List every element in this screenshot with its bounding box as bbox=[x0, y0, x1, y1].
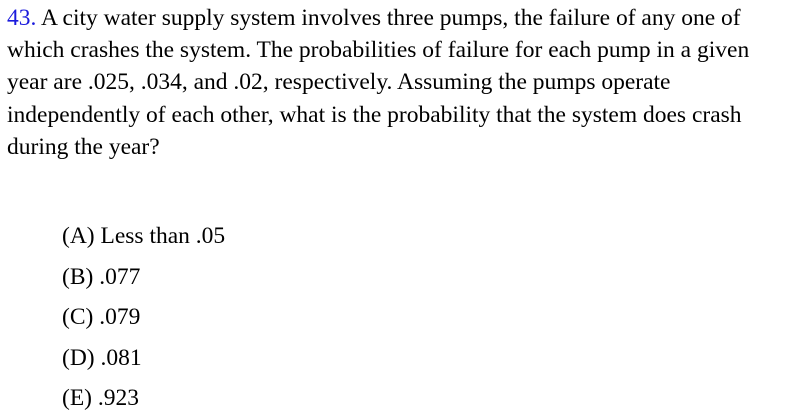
option-a-label: (A) bbox=[62, 223, 95, 249]
option-c bbox=[62, 297, 225, 338]
option-c-text: .079 bbox=[99, 304, 141, 330]
option-e-text: .923 bbox=[97, 385, 140, 411]
question-number: 43. bbox=[7, 5, 37, 31]
option-b-text: .077 bbox=[99, 263, 141, 290]
option-d-text: .081 bbox=[100, 344, 142, 371]
option-e bbox=[62, 378, 225, 419]
option-c-label: (C) bbox=[62, 304, 94, 330]
option-b-label: (B) bbox=[62, 263, 94, 290]
question-stem bbox=[7, 2, 789, 163]
question-text: A city water supply system involves three pumps, the failure of any one of which crashes the system. The probabilities of failure for each pump in a given year are .025, .034, and .02, respectively. Assuming the pumps operate independently of each other, what is the probability that the system does crash during the year? bbox=[7, 5, 750, 160]
answer-options bbox=[62, 216, 225, 419]
option-a-text: Less than .05 bbox=[100, 223, 226, 249]
option-d bbox=[62, 338, 225, 379]
option-d-label: (D) bbox=[62, 344, 95, 371]
option-b bbox=[62, 257, 225, 298]
option-a bbox=[62, 216, 225, 257]
option-e-label: (E) bbox=[62, 385, 93, 411]
